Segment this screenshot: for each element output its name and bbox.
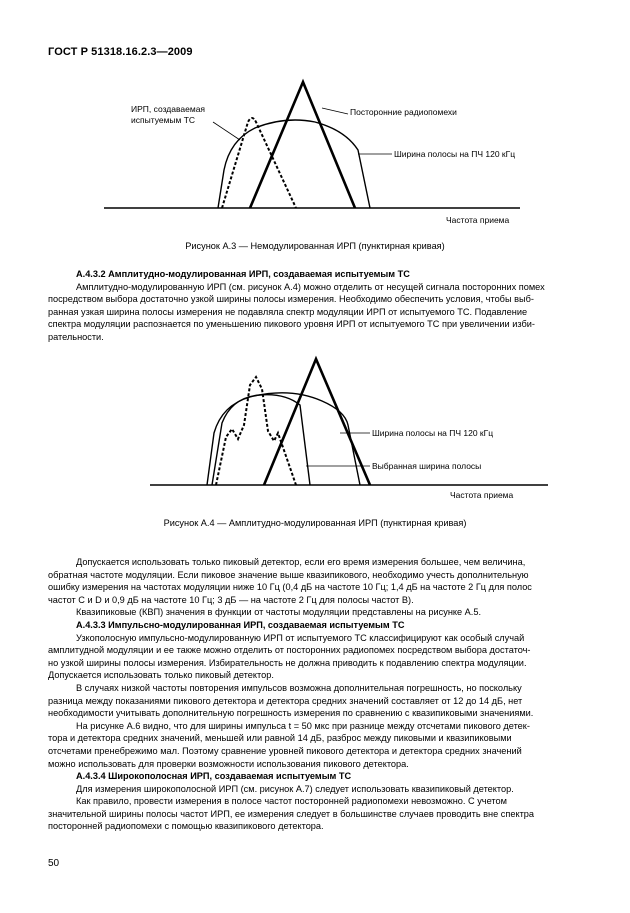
body-line: Допускается использовать только пиковый детектор. xyxy=(48,670,274,681)
foreign-interference-label: Посторонние радиопомехи xyxy=(350,107,457,117)
body-line: посторонней радиопомехи с помощью квазипикового детектора. xyxy=(48,821,324,832)
body-line: Как правило, провести измерения в полосе частот посторонней радиопомехи невозможно. С учетом xyxy=(76,796,507,807)
foreign-leader-line xyxy=(322,108,348,114)
body-line: Допускается использовать только пиковый детектор, если его время измерения большее, чем величина, xyxy=(76,557,526,567)
selected-bandwidth-label: Выбранная ширина полосы xyxy=(372,461,482,471)
body-line: обратная частоте модуляции. Если пиковое значение выше квазипикового, необходимо учесть дополнительную xyxy=(48,569,529,580)
figure-a4-diagram xyxy=(0,345,630,510)
bandwidth-label: Ширина полосы на ПЧ 120 кГц xyxy=(372,428,494,438)
bandwidth-label: Ширина полосы на ПЧ 120 кГц xyxy=(394,149,516,159)
x-axis-label: Частота приема xyxy=(450,490,514,500)
section-a432-heading: А.4.3.2 Амплитудно-модулированная ИРП, создаваемая испытуемым ТС xyxy=(76,269,410,279)
body-line: ошибку измерения на частотах модуляции ниже 10 Гц (0,4 дБ на частоте 10 Гц; 1,4 дБ на частоте 2 Гц для полос xyxy=(48,582,532,593)
body-line: амплитудной модуляции и ее также можно отделить от посторонних радиопомех посредством выбора достаточ- xyxy=(48,645,531,656)
body-line: На рисунке А.6 видно, что для ширины импульса t = 50 мкс при разнице между отсчетами пикового детек- xyxy=(76,720,530,731)
x-axis-label: Частота приема xyxy=(446,215,510,225)
body-line: но узкой ширины полосы измерения. Избирательность не должна приводить к подавлению спектра модуляции. xyxy=(48,657,527,668)
body-line: необходимости учитывать дополнительную погрешность измерения по сравнению с квазипиковыми значениями. xyxy=(48,708,534,719)
section-a432 xyxy=(48,268,582,344)
section-a434-heading: А.4.3.4 Широкополосная ИРП, создаваемая испытуемым ТС xyxy=(76,771,352,782)
figure-a3-caption: Рисунок А.3 — Немодулированная ИРП (пунктирная кривая) xyxy=(185,241,445,251)
bandwidth-curve xyxy=(218,120,370,208)
section-a432-line: Амплитудно-модулированную ИРП (см. рисунок А.4) можно отделить от несущей сигнала посторонних помех xyxy=(76,281,545,292)
body-line: значительной ширины полосы частот ИРП, ее измерения следует в большинстве случаев проводить вне спектра xyxy=(48,808,535,819)
body-line: тора и детектора средних значений, меньшей или равной 14 дБ, разброс между пиковыми и квазипиковыми xyxy=(48,733,512,744)
body-line: В случаях низкой частоты повторения импульсов возможна дополнительная погрешность, но поскольку xyxy=(76,682,522,693)
body-line: Узкополосную импульсно-модулированную ИРП от испытуемого ТС классифицируют как особый случай xyxy=(76,632,525,643)
figure-a3-diagram xyxy=(0,70,630,245)
body-line: Квазипиковые (КВП) значения в функции от частоты модуляции представлены на рисунке А.5. xyxy=(76,607,482,618)
irp-label-line2: испытуемым ТС xyxy=(131,115,196,125)
figure-a4-caption: Рисунок А.4 — Амплитудно-модулированная ИРП (пунктирная кривая) xyxy=(163,518,467,528)
body-line: частот С и D и 0,9 дБ на частоте 10 Гц; 3 дБ — на частоте 2 Гц для полосы частот В). xyxy=(48,594,414,605)
body-line: отсчетами пренебрежимо мал. Поэтому сравнение уровней пикового детектора и детектора средних значений xyxy=(48,745,522,756)
emission-dashed-curve xyxy=(222,118,296,208)
section-a433-heading: А.4.3.3 Импульсно-модулированная ИРП, создаваемая испытуемым ТС xyxy=(76,619,405,630)
irp-leader-line xyxy=(213,122,240,140)
body-line: можно использовать для проверки возможности использования пикового детектора. xyxy=(48,758,409,769)
body-line: Для измерения широкополосной ИРП (см. рисунок А.7) следует использовать квазипиковый детектор. xyxy=(76,783,514,794)
body-line: разница между показаниями пикового детектора и детектора средних значений составляет от 12 до 14 дБ, нет xyxy=(48,695,523,706)
section-a432-line: посредством выбора достаточно узкой ширины полосы измерения. Необходимо обеспечить условия, чтобы выб- xyxy=(48,294,534,305)
section-a432-line: спектра модуляции распознается по уменьшению пикового уровня ИРП от испытуемого ТС при увеличении изби- xyxy=(48,319,535,330)
document-header: ГОСТ Р 51318.16.2.3—2009 xyxy=(48,46,193,58)
section-a432-line: рательности. xyxy=(48,331,104,342)
body-text xyxy=(48,556,582,833)
irp-label-line1: ИРП, создаваемая xyxy=(131,104,206,114)
section-a432-line: ранная узкая ширина полосы измерения не подавляла спектр модуляции ИРП от испытуемого ТС. Подавление xyxy=(48,306,528,317)
page-number: 50 xyxy=(48,858,60,869)
